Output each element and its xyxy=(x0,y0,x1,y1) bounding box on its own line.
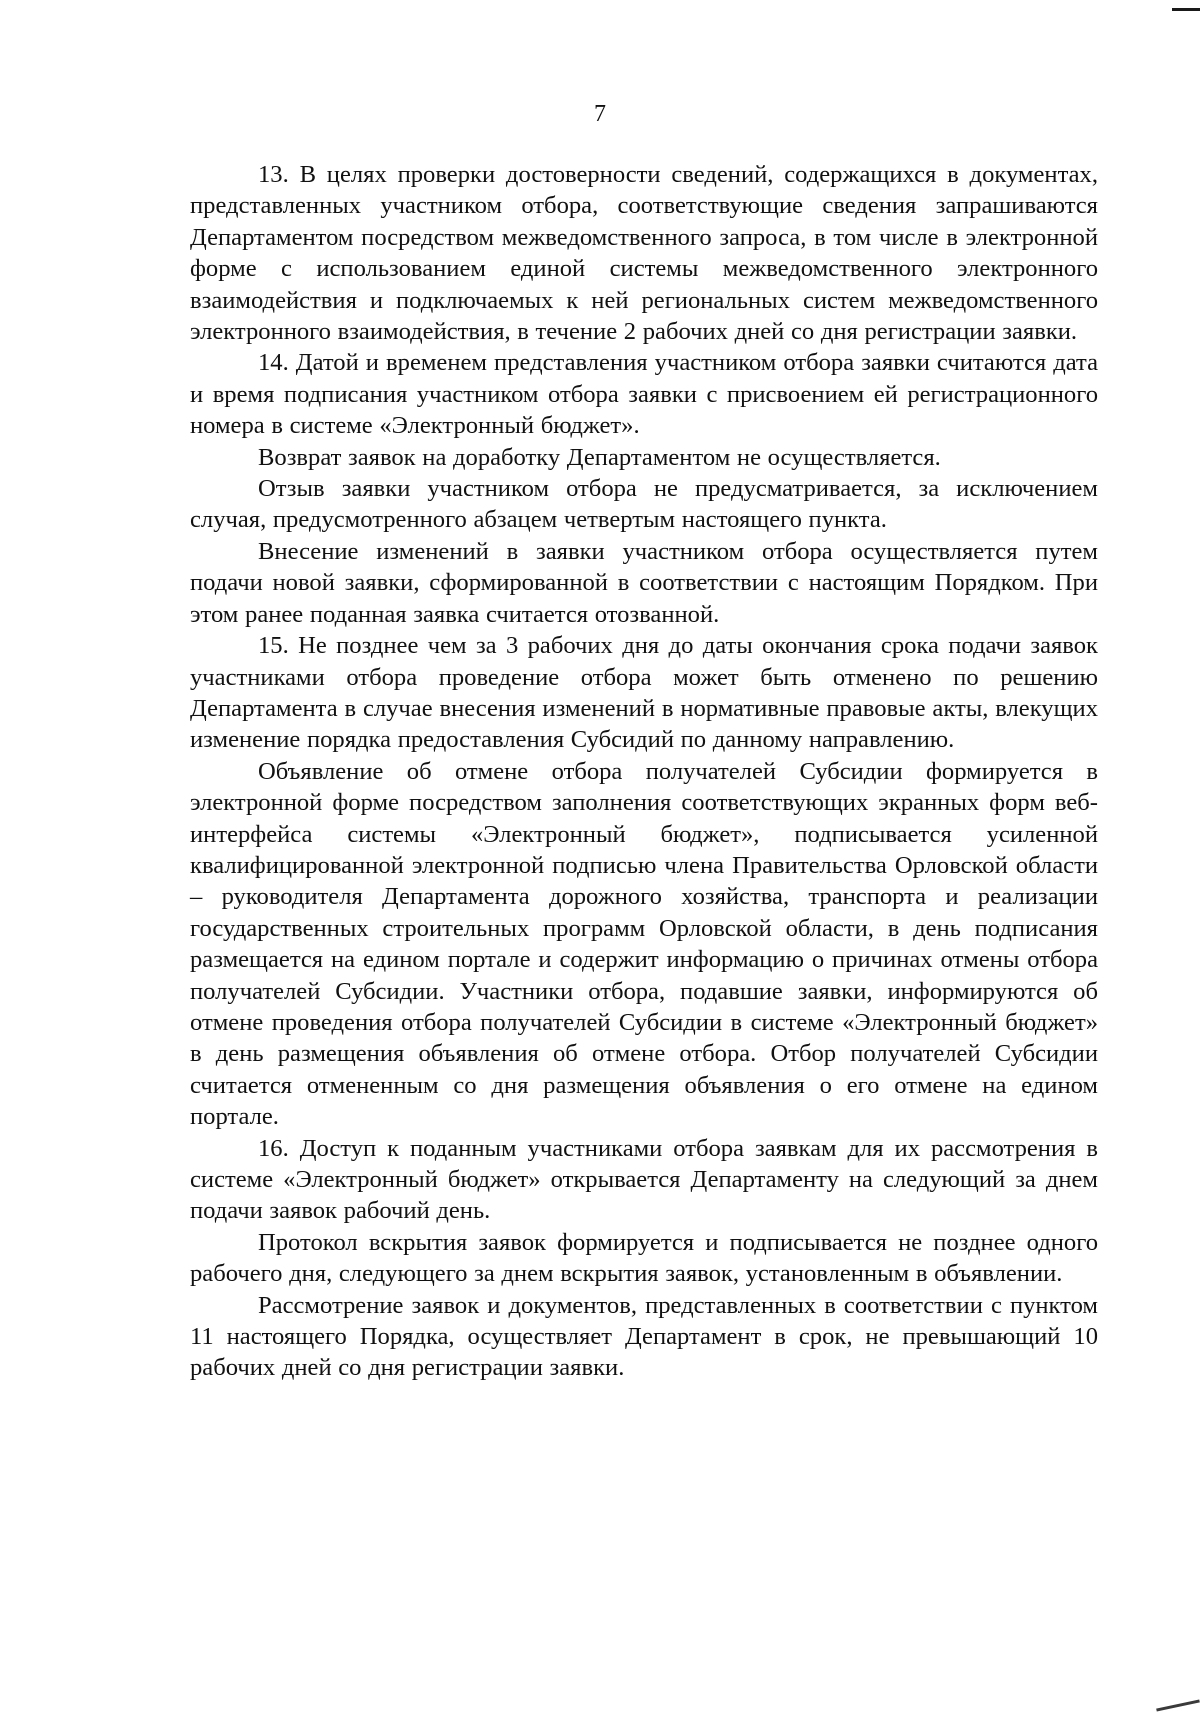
paragraph-review: Рассмотрение заявок и документов, представленных в соответствии с пунктом 11 настоящего Порядка, осуществляет Департамент в срок, не превышающий 10 рабочих дней со дня регистрации заявки. xyxy=(190,1291,1098,1382)
paragraph-return: Возврат заявок на доработку Департаментом не осуществляется. xyxy=(258,443,941,471)
paragraph-protocol: Протокол вскрытия заявок формируется и подписывается не позднее одного рабочего дня, следующего за днем вскрытия заявок, установленным в объявлении. xyxy=(190,1228,1098,1288)
paragraph-14: 14. Датой и временем представления участником отбора заявки считаются дата и время подписания участником отбора заявки с присвоением ей регистрационного номера в системе «Электронный бюджет». xyxy=(190,349,1098,440)
paragraph-changes: Внесение изменений в заявки участником отбора осуществляется путем подачи новой заявки, сформированной в соответствии с настоящим Порядком. При этом ранее поданная заявка считается отозванной. xyxy=(190,537,1098,628)
document-body xyxy=(190,159,1098,1384)
paragraph-cancellation-notice: Объявление об отмене отбора получателей Субсидии формируется в электронной форме посредством заполнения соответствующих экранных форм веб-интерфейса системы «Электронный бюджет», подписывается усиленной квалифицированной электронной подписью члена Правительства Орловской области – руководителя Департамента дорожного хозяйства, транспорта и реализации государственных строительных программ Орловской области, в день подписания размещается на едином портале и содержит информацию о причинах отмены отбора получателей Субсидии. Участники отбора, подавшие заявки, информируются об отмене проведения отбора получателей Субсидии в системе «Электронный бюджет» в день размещения объявления об отмене отбора. Отбор получателей Субсидии считается отмененным со дня размещения объявления о его отмене на едином портале. xyxy=(190,757,1098,1131)
scan-edge-mark-bottom xyxy=(1156,1699,1200,1711)
paragraph-15: 15. Не позднее чем за 3 рабочих дня до даты окончания срока подачи заявок участниками отбора проведение отбора может быть отменено по решению Департамента в случае внесения изменений в нормативные правовые акты, влекущих изменение порядка предоставления Субсидий по данному направлению. xyxy=(190,632,1098,754)
paragraph-16: 16. Доступ к поданным участниками отбора заявкам для их рассмотрения в системе «Электронный бюджет» открывается Департаменту на следующий за днем подачи заявок рабочий день. xyxy=(190,1134,1098,1225)
paragraph-13: 13. В целях проверки достоверности сведений, содержащихся в документах, представленных участником отбора, соответствующие сведения запрашиваются Департаментом посредством межведомственного запроса, в том числе в электронной форме с использованием единой системы межведомственного электронного взаимодействия и подключаемых к ней региональных систем межведомственного электронного взаимодействия, в течение 2 рабочих дней со дня регистрации заявки. xyxy=(190,161,1098,346)
paragraph-withdrawal: Отзыв заявки участником отбора не предусматривается, за исключением случая, предусмотренного абзацем четвертым настоящего пункта. xyxy=(190,475,1098,534)
scan-edge-mark xyxy=(1172,8,1200,11)
page-number: 7 xyxy=(594,101,606,127)
